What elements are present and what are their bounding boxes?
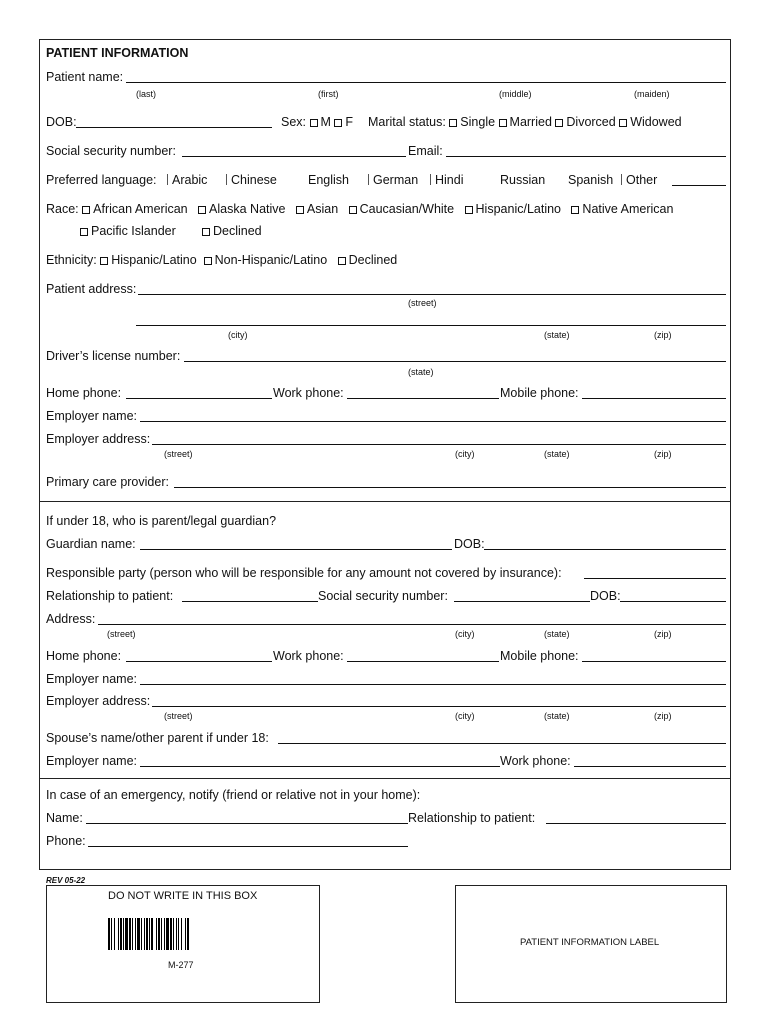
sub-state: (state) bbox=[408, 367, 434, 377]
email-label: Email: bbox=[408, 144, 443, 158]
race-declined-checkbox[interactable] bbox=[202, 228, 210, 236]
sub-city: (city) bbox=[455, 449, 475, 459]
rp-employer-name-field[interactable] bbox=[140, 684, 726, 685]
sub-state: (state) bbox=[544, 629, 570, 639]
rp-dob-label: DOB: bbox=[590, 589, 621, 603]
guardian-name-label: Guardian name: bbox=[46, 537, 136, 551]
rp-work-phone-field[interactable] bbox=[347, 661, 499, 662]
sub-street: (street) bbox=[408, 298, 437, 308]
race-native-american-checkbox[interactable] bbox=[571, 206, 579, 214]
responsible-party-field[interactable] bbox=[584, 578, 726, 579]
sub-zip: (zip) bbox=[654, 711, 672, 721]
revision-code: REV 05-22 bbox=[46, 876, 86, 885]
sub-street: (street) bbox=[164, 711, 193, 721]
sub-zip: (zip) bbox=[654, 629, 672, 639]
section-title: PATIENT INFORMATION bbox=[46, 46, 189, 60]
patient-address-label: Patient address: bbox=[46, 282, 137, 296]
race-pacific-islander-checkbox[interactable] bbox=[80, 228, 88, 236]
ssn-label: Social security number: bbox=[46, 144, 176, 158]
employer-address-label: Employer address: bbox=[46, 432, 151, 446]
language-spanish: Spanish bbox=[568, 173, 614, 187]
language-arabic-checkbox[interactable] bbox=[167, 174, 168, 185]
patient-city-state-zip-field[interactable] bbox=[136, 325, 726, 326]
race-group-row2: Pacific Islander bbox=[80, 224, 176, 239]
do-not-write-label: DO NOT WRITE IN THIS BOX bbox=[108, 890, 258, 902]
marital-divorced-checkbox[interactable] bbox=[555, 119, 563, 127]
emergency-phone-field[interactable] bbox=[88, 846, 408, 847]
language-hindi-checkbox[interactable] bbox=[430, 174, 431, 185]
employer-name-field[interactable] bbox=[140, 421, 726, 422]
guardian-dob-field[interactable] bbox=[484, 549, 726, 550]
home-phone-label: Home phone: bbox=[46, 386, 122, 400]
marital-widowed-checkbox[interactable] bbox=[619, 119, 627, 127]
sub-state: (state) bbox=[544, 449, 570, 459]
rp-ssn-field[interactable] bbox=[454, 601, 590, 602]
sub-city: (city) bbox=[455, 629, 475, 639]
sub-zip: (zip) bbox=[654, 449, 672, 459]
drivers-license-field[interactable] bbox=[184, 361, 726, 362]
emergency-name-label: Name: bbox=[46, 811, 83, 825]
under18-heading: If under 18, who is parent/legal guardian? bbox=[46, 514, 277, 528]
sub-city: (city) bbox=[455, 711, 475, 721]
sub-maiden: (maiden) bbox=[634, 89, 670, 99]
spouse-field[interactable] bbox=[278, 743, 726, 744]
work-phone-label: Work phone: bbox=[273, 386, 344, 400]
sex-f-checkbox[interactable] bbox=[334, 119, 342, 127]
patient-label-text: PATIENT INFORMATION LABEL bbox=[520, 937, 660, 948]
emergency-relationship-label: Relationship to patient: bbox=[408, 811, 536, 825]
sub-zip: (zip) bbox=[654, 330, 672, 340]
work-phone-field[interactable] bbox=[347, 398, 499, 399]
patient-name-field[interactable] bbox=[126, 82, 726, 83]
guardian-dob-label: DOB: bbox=[454, 537, 485, 551]
sub-state: (state) bbox=[544, 330, 570, 340]
sub-city: (city) bbox=[228, 330, 248, 340]
language-english: English bbox=[308, 173, 349, 187]
marital-married-checkbox[interactable] bbox=[499, 119, 507, 127]
race-hispanic-checkbox[interactable] bbox=[465, 206, 473, 214]
spouse-work-phone-field[interactable] bbox=[574, 766, 726, 767]
barcode-bar bbox=[189, 918, 190, 950]
relationship-field[interactable] bbox=[182, 601, 318, 602]
race-alaska-native-checkbox[interactable] bbox=[198, 206, 206, 214]
ethnicity-non-hispanic-checkbox[interactable] bbox=[204, 257, 212, 265]
rp-dob-field[interactable] bbox=[620, 601, 726, 602]
spouse-work-phone-label: Work phone: bbox=[500, 754, 571, 768]
rp-address-label: Address: bbox=[46, 612, 96, 626]
employer-name-label: Employer name: bbox=[46, 409, 138, 423]
rp-ssn-label: Social security number: bbox=[318, 589, 448, 603]
section-divider bbox=[39, 778, 731, 779]
section-divider bbox=[39, 501, 731, 502]
rp-work-phone-label: Work phone: bbox=[273, 649, 344, 663]
rp-employer-name-label: Employer name: bbox=[46, 672, 138, 686]
mobile-phone-label: Mobile phone: bbox=[500, 386, 579, 400]
ethnicity-declined-checkbox[interactable] bbox=[338, 257, 346, 265]
sub-street: (street) bbox=[107, 629, 136, 639]
race-african-american-checkbox[interactable] bbox=[82, 206, 90, 214]
rp-employer-address-label: Employer address: bbox=[46, 694, 151, 708]
employer-address-field[interactable] bbox=[152, 444, 726, 445]
ethnicity-hispanic-checkbox[interactable] bbox=[100, 257, 108, 265]
pcp-field[interactable] bbox=[174, 487, 726, 488]
sub-street: (street) bbox=[164, 449, 193, 459]
language-german-checkbox[interactable] bbox=[368, 174, 369, 185]
patient-street-field[interactable] bbox=[138, 294, 726, 295]
spouse-employer-field[interactable] bbox=[140, 766, 500, 767]
mobile-phone-field[interactable] bbox=[582, 398, 726, 399]
rp-mobile-phone-field[interactable] bbox=[582, 661, 726, 662]
relationship-label: Relationship to patient: bbox=[46, 589, 174, 603]
race-asian-checkbox[interactable] bbox=[296, 206, 304, 214]
marital-single-checkbox[interactable] bbox=[449, 119, 457, 127]
language-other-field[interactable] bbox=[672, 185, 726, 186]
barcode bbox=[108, 918, 258, 950]
rp-address-field[interactable] bbox=[98, 624, 726, 625]
language-russian: Russian bbox=[500, 173, 546, 187]
language-chinese-checkbox[interactable] bbox=[226, 174, 227, 185]
sub-state: (state) bbox=[544, 711, 570, 721]
sub-middle: (middle) bbox=[499, 89, 532, 99]
rp-home-phone-label: Home phone: bbox=[46, 649, 122, 663]
email-field[interactable] bbox=[446, 156, 726, 157]
language-label: Preferred language: bbox=[46, 173, 157, 187]
marital-group: Marital status: Single Married Divorced Widowed bbox=[368, 115, 682, 129]
emergency-relationship-field[interactable] bbox=[546, 823, 726, 824]
rp-home-phone-field[interactable] bbox=[126, 661, 272, 662]
race-group: Race: African American Alaska Native Asian Caucasian/White Hispanic/Latino Native American bbox=[46, 202, 674, 216]
language-other-checkbox[interactable] bbox=[621, 174, 622, 185]
dob-label: DOB: bbox=[46, 115, 77, 129]
spouse-employer-label: Employer name: bbox=[46, 754, 138, 768]
responsible-party-label: Responsible party (person who will be responsible for any amount not covered by insurance): bbox=[46, 566, 562, 580]
spouse-label: Spouse’s name/other parent if under 18: bbox=[46, 731, 269, 745]
ssn-field[interactable] bbox=[182, 156, 406, 157]
guardian-name-field[interactable] bbox=[140, 549, 452, 550]
sub-last: (last) bbox=[136, 89, 156, 99]
emergency-heading: In case of an emergency, notify (friend or relative not in your home): bbox=[46, 788, 421, 802]
emergency-name-field[interactable] bbox=[86, 823, 408, 824]
barcode-number: M-277 bbox=[168, 960, 194, 970]
emergency-phone-label: Phone: bbox=[46, 834, 86, 848]
language-options: Arabic bbox=[167, 173, 207, 188]
patient-name-label: Patient name: bbox=[46, 70, 124, 84]
sub-first: (first) bbox=[318, 89, 339, 99]
sex-group: Sex: M F bbox=[281, 115, 354, 129]
home-phone-field[interactable] bbox=[126, 398, 272, 399]
drivers-license-label: Driver’s license number: bbox=[46, 349, 181, 363]
rp-employer-address-field[interactable] bbox=[152, 706, 726, 707]
dob-field[interactable] bbox=[76, 127, 272, 128]
ethnicity-group: Ethnicity: Hispanic/Latino Non-Hispanic/Latino Declined bbox=[46, 253, 398, 267]
sex-m-checkbox[interactable] bbox=[310, 119, 318, 127]
race-caucasian-checkbox[interactable] bbox=[349, 206, 357, 214]
rp-mobile-phone-label: Mobile phone: bbox=[500, 649, 579, 663]
pcp-label: Primary care provider: bbox=[46, 475, 169, 489]
